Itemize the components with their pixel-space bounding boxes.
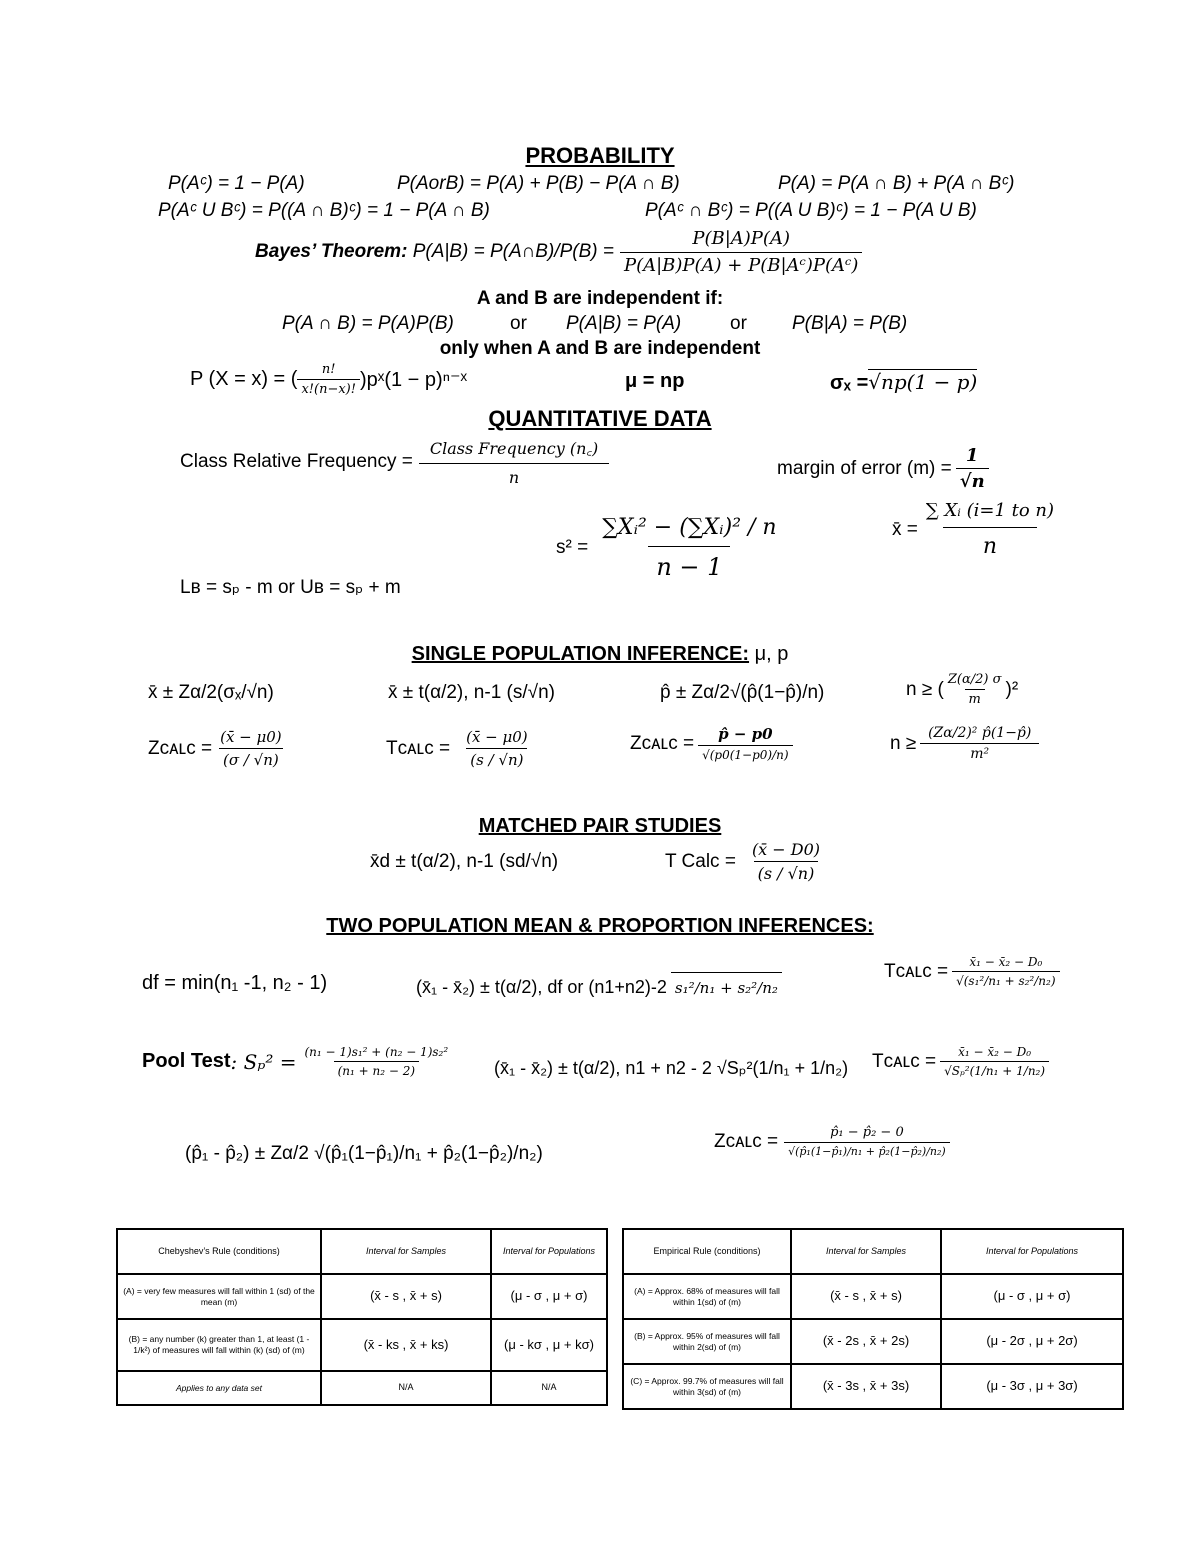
demorgan-2-formula: P(Aᶜ ∩ Bᶜ) = P((A U B)ᶜ) = 1 − P(A U B) — [645, 200, 977, 221]
sample-size-mean — [906, 672, 1018, 707]
bayes-lhs: P(A|B) = P(A∩B)/P(B) = — [412, 241, 614, 262]
mean-den: n — [943, 527, 1037, 559]
ci-mean-z: x̄ ± Zα/2(σₓ/√n) — [148, 682, 274, 703]
zp-den: √(p0(1−p0)/n) — [698, 745, 792, 762]
moe-num: 1 — [965, 445, 979, 466]
ci-mean-t: x̄ ± t(α/2), n-1 (s/√n) — [388, 682, 555, 703]
two-tcalc-den: √(s₁²/n₁ + s₂²/n₂) — [952, 971, 1059, 988]
empirical-condition-b: (B) = Approx. 95% of measures will fall within 2(sd) of (m) — [623, 1319, 791, 1364]
two-mean-ci — [416, 972, 782, 1003]
pool-den: (n₁ + n₂ − 2) — [334, 1061, 419, 1078]
table-row — [117, 1371, 607, 1405]
t-calc-mean — [386, 728, 532, 769]
moe-den: √n — [956, 468, 989, 492]
table-row — [117, 1274, 607, 1319]
class-relative-frequency — [180, 437, 609, 487]
chebyshev-condition-c: Applies to any data set — [117, 1371, 321, 1405]
empirical-sample-a: (x̄ - s , x̄ + s) — [791, 1274, 941, 1319]
sample-variance — [556, 515, 785, 581]
chebyshev-header-row — [117, 1229, 607, 1274]
tcalc-lhs: Tᴄᴀʟᴄ = — [386, 737, 451, 759]
chebyshev-header-conditions: Chebyshev’s Rule (conditions) — [117, 1229, 321, 1274]
bounds-formula: Lʙ = sₚ - m or Uʙ = sₚ + m — [180, 577, 401, 598]
crf-lhs: Class Relative Frequency = — [180, 451, 413, 472]
zp-lhs: Zᴄᴀʟᴄ = — [630, 732, 695, 754]
independence-formula-2: P(A|B) = P(A) — [566, 313, 682, 334]
prop-z-den: √(p̂₁(1−p̂₁)/n₁ + p̂₂(1−p̂₂)/n₂) — [784, 1142, 950, 1158]
complement-formula: P(Aᶜ) = 1 − P(A) — [168, 173, 305, 194]
binomial-formula — [190, 362, 467, 397]
empirical-population-b: (μ - 2σ , μ + 2σ) — [941, 1319, 1123, 1364]
total-prob-formula: P(A) = P(A ∩ B) + P(A ∩ Bᶜ) — [778, 173, 1015, 194]
binomial-num: n! — [321, 362, 336, 377]
two-tcalc-fraction — [952, 955, 1059, 988]
empirical-population-c: (μ - 3σ , μ + 3σ) — [941, 1364, 1123, 1409]
independence-formula-1: P(A ∩ B) = P(A)P(B) — [282, 313, 454, 334]
two-ci-radicand: s₁²/n₁ + s₂²/n₂ — [671, 972, 782, 1003]
probability-heading: PROBABILITY — [525, 143, 675, 168]
two-proportion-z-calc — [714, 1125, 950, 1158]
tcalc-den: (s / √n) — [466, 748, 527, 769]
variance-lhs: s² = — [556, 537, 589, 558]
empirical-population-a: (μ - σ , μ + σ) — [941, 1274, 1123, 1319]
two-mean-t-calc — [884, 955, 1060, 988]
chebyshev-condition-a: (A) = very few measures will fall within 1 (sd) of the mean (m) — [117, 1274, 321, 1319]
independence-formula-3: P(B|A) = P(B) — [792, 313, 908, 334]
chebyshev-population-a: (μ - σ , μ + σ) — [491, 1274, 607, 1319]
z-calc-proportion — [630, 725, 793, 762]
mean-num: ∑ Xᵢ (i=1 to n) — [925, 500, 1055, 521]
zcalc-den: (σ / √n) — [219, 748, 283, 769]
empirical-condition-a: (A) = Approx. 68% of measures will fall within 1(sd) of (m) — [623, 1274, 791, 1319]
or-text-2: or — [730, 313, 747, 334]
moe-fraction — [956, 445, 989, 492]
mean-lhs: x̄ = — [892, 518, 918, 540]
n-mu-fraction — [944, 672, 1006, 707]
zp-fraction — [698, 725, 792, 762]
binomial-rhs: )pˣ(1 − p)ⁿ⁻ˣ — [359, 369, 468, 391]
independence-heading: A and B are independent if: — [476, 288, 724, 309]
matched-tcalc-num: (x̄ − D0) — [751, 840, 821, 859]
chebyshev-sample-b: (x̄ - ks , x̄ + ks) — [321, 1319, 491, 1371]
bayes-theorem — [255, 228, 862, 276]
quantitative-heading: QUANTITATIVE DATA — [488, 406, 712, 431]
pool-label: Pool Test — [142, 1050, 231, 1072]
n-p-fraction — [920, 725, 1039, 762]
independence-note: only when A and B are independent — [439, 338, 761, 359]
chebyshev-sample-c: N/A — [321, 1371, 491, 1405]
n-p-den: m² — [920, 743, 1039, 762]
mean-fraction — [924, 500, 1056, 559]
empirical-header-samples: Interval for Samples — [791, 1229, 941, 1274]
table-row — [623, 1274, 1123, 1319]
table-row — [623, 1364, 1123, 1409]
z-calc-mean — [148, 728, 286, 769]
variance-den: n − 1 — [648, 546, 730, 581]
zcalc-lhs: Zᴄᴀʟᴄ = — [148, 737, 213, 759]
tcalc-fraction — [462, 728, 532, 769]
prop-z-num: p̂₁ − p̂₂ − 0 — [830, 1125, 904, 1140]
matched-tcalc-lhs: T Calc = — [665, 850, 736, 872]
chebyshev-condition-b: (B) = any number (k) greater than 1, at least (1 - 1/k²) of measures will fall within (k) (sd) of (m) — [117, 1319, 321, 1371]
pool-t-calc — [872, 1045, 1049, 1078]
two-tcalc-num: x̄₁ − x̄₂ − D₀ — [969, 955, 1043, 969]
tcalc-num: (x̄ − μ0) — [466, 728, 528, 746]
single-heading-line — [0, 643, 1200, 666]
n-mu-rhs: )² — [1005, 678, 1019, 700]
n-mu-den: m — [965, 689, 985, 707]
matched-tcalc-fraction — [748, 840, 824, 883]
binomial-sd — [830, 370, 977, 395]
empirical-condition-c: (C) = Approx. 99.7% of measures will fall within 3(sd) of (m) — [623, 1364, 791, 1409]
two-population-heading: TWO POPULATION MEAN & PROPORTION INFERENCES: — [326, 915, 874, 937]
prop-z-fraction — [784, 1125, 950, 1158]
bayes-numerator: P(B|A)P(A) — [692, 228, 790, 249]
pool-test — [142, 1045, 452, 1078]
sample-mean — [892, 500, 1056, 559]
crf-fraction — [419, 437, 609, 487]
pool-tcalc-num: x̄₁ − x̄₂ − D₀ — [958, 1045, 1032, 1059]
n-mu-lhs: n ≥ ( — [906, 678, 944, 700]
moe-lhs: margin of error (m) = — [777, 457, 952, 479]
variance-fraction — [594, 515, 784, 581]
chebyshev-table — [116, 1228, 608, 1406]
crf-num: Class Frequency (n꜀) — [429, 439, 599, 458]
prop-z-lhs: Zᴄᴀʟᴄ = — [714, 1130, 779, 1152]
variance-num: ∑Xᵢ² − (∑Xᵢ)² / n — [602, 515, 777, 540]
chebyshev-population-b: (μ - kσ , μ + kσ) — [491, 1319, 607, 1371]
single-heading-suffix: μ, p — [749, 643, 789, 665]
two-ci-lhs: (x̄₁ - x̄₂) ± t(α/2), df or (n1+n2)-2 — [416, 977, 667, 997]
table-row — [623, 1319, 1123, 1364]
empirical-table — [622, 1228, 1124, 1410]
pool-fraction — [300, 1045, 452, 1078]
empirical-sample-c: (x̄ - 3s , x̄ + 3s) — [791, 1364, 941, 1409]
zcalc-fraction — [216, 728, 286, 769]
pool-tcalc-den: √Sₚ²(1/n₁ + 1/n₂) — [940, 1061, 1049, 1078]
chebyshev-header-samples: Interval for Samples — [321, 1229, 491, 1274]
matched-tcalc-den: (s / √n) — [754, 861, 819, 883]
chebyshev-header-populations: Interval for Populations — [491, 1229, 607, 1274]
n-mu-num: Z(α/2) σ — [947, 672, 1002, 687]
bayes-fraction — [620, 228, 862, 276]
table-row — [117, 1319, 607, 1371]
binomial-sd-rhs: √np(1 − p) — [868, 370, 978, 394]
binomial-coefficient — [297, 362, 360, 397]
margin-of-error — [777, 445, 989, 492]
n-p-lhs: n ≥ — [890, 732, 917, 754]
two-tcalc-lhs: Tᴄᴀʟᴄ = — [884, 960, 949, 982]
zcalc-num: (x̄ − μ0) — [220, 728, 282, 746]
bayes-label: Bayes’ Theorem: — [255, 241, 408, 262]
sample-size-proportion — [890, 725, 1039, 762]
empirical-sample-b: (x̄ - 2s , x̄ + 2s) — [791, 1319, 941, 1364]
demorgan-1-formula: P(Aᶜ U Bᶜ) = P((A ∩ B)ᶜ) = 1 − P(A ∩ B) — [158, 200, 490, 221]
binomial-den: x!(n−x)! — [297, 379, 360, 397]
bayes-denominator: P(A|B)P(A) + P(B|Aᶜ)P(Aᶜ) — [620, 252, 862, 276]
pool-tcalc-lhs: Tᴄᴀʟᴄ = — [872, 1050, 937, 1072]
single-heading: SINGLE POPULATION INFERENCE: — [411, 643, 750, 665]
chebyshev-population-c: N/A — [491, 1371, 607, 1405]
zp-num: p̂ − p0 — [718, 725, 773, 743]
matched-heading: MATCHED PAIR STUDIES — [478, 815, 722, 837]
union-formula: P(AorB) = P(A) + P(B) − P(A ∩ B) — [397, 173, 680, 194]
pool-lhs: : Sₚ² = — [230, 1049, 297, 1074]
matched-ci: x̄d ± t(α/2), n-1 (sd/√n) — [370, 851, 559, 872]
degrees-of-freedom: df = min(n₁ -1, n₂ - 1) — [142, 972, 328, 994]
pool-ci: (x̄₁ - x̄₂) ± t(α/2), n1 + n2 - 2 √Sₚ²(1/n₁ + 1/n₂) — [494, 1058, 849, 1078]
matched-t-calc — [665, 840, 824, 883]
or-text-1: or — [510, 313, 527, 334]
crf-den: n — [419, 463, 609, 487]
empirical-header-conditions: Empirical Rule (conditions) — [623, 1229, 791, 1274]
binomial-lhs: P (X = x) = ( — [190, 368, 298, 390]
pool-num: (n₁ − 1)s₁² + (n₂ − 1)s₂² — [304, 1045, 449, 1059]
chebyshev-sample-a: (x̄ - s , x̄ + s) — [321, 1274, 491, 1319]
n-p-num: (Zα/2)² p̂(1−p̂) — [928, 725, 1032, 741]
binomial-sd-lhs: σₓ = — [830, 372, 869, 394]
pool-tcalc-fraction — [940, 1045, 1049, 1078]
ci-proportion: p̂ ± Zα/2√(p̂(1−p̂)/n) — [660, 682, 825, 703]
two-proportion-ci: (p̂₁ - p̂₂) ± Zα/2 √(p̂₁(1−p̂₁)/n₁ + p̂₂(1−p̂₂)/n₂) — [185, 1143, 543, 1164]
binomial-mean: μ = np — [625, 370, 685, 392]
empirical-header-populations: Interval for Populations — [941, 1229, 1123, 1274]
empirical-header-row — [623, 1229, 1123, 1274]
